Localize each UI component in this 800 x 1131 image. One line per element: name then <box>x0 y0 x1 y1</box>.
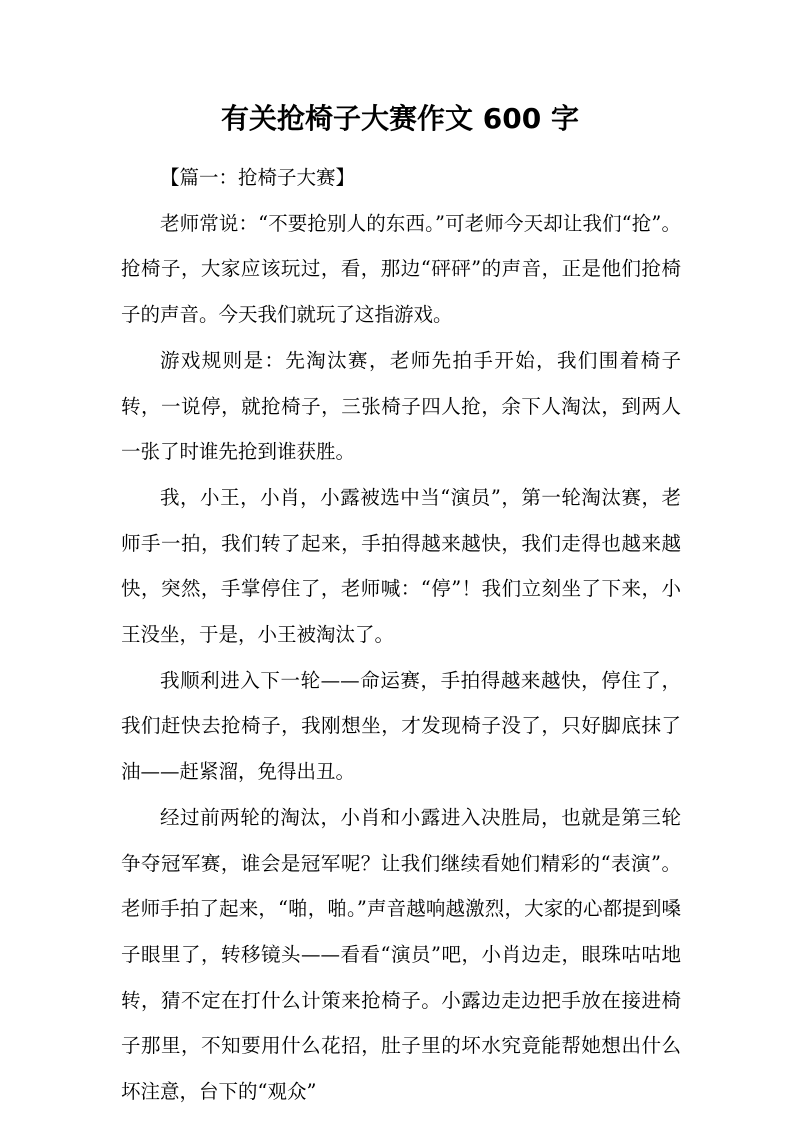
section-heading: 【篇一：抢椅子大赛】 <box>160 166 356 189</box>
paragraph: 我顺利进入下一轮——命运赛，手拍得越来越快，停住了，我们赶快去抢椅子，我刚想坐，才发现椅子没了，只好脚底抹了油——赶紧溜，免得出丑。 <box>121 668 681 784</box>
paragraph: 经过前两轮的淘汰，小肖和小露进入决胜局，也就是第三轮争夺冠军赛，谁会是冠军呢？让我们继续看她们精彩的“表演”。老师手拍了起来，“啪，啪。”声音越响越激烈，大家的心都提到嗓子眼里了，转移镜头——看看“演员”吧，小肖边走，眼珠咕咕地转，猜不定在打什么计策来抢椅子。小露边走边把手放在接进椅子那里，不知要用什么花招，肚子里的坏水究竟能帮她想出什么坏注意，台下的“观众” <box>121 805 681 1104</box>
paragraph: 游戏规则是：先淘汰赛，老师先拍手开始，我们围着椅子转，一说停，就抢椅子，三张椅子四人抢，余下人淘汰，到两人一张了时谁先抢到谁获胜。 <box>121 348 681 464</box>
paragraph: 我，小王，小肖，小露被选中当“演员”，第一轮淘汰赛，老师手一拍，我们转了起来，手拍得越来越快，我们走得也越来越快，突然，手掌停住了，老师喊：“停”！我们立刻坐了下来，小王没坐，于是，小王被淘汰了。 <box>121 485 681 647</box>
document-body <box>121 155 681 1115</box>
paragraph: 老师常说：“不要抢别人的东西。”可老师今天却让我们“抢”。抢椅子，大家应该玩过，看，那边“砰砰”的声音，正是他们抢椅子的声音。今天我们就玩了这指游戏。 <box>121 211 681 327</box>
document-title: 有关抢椅子大赛作文 600 字 <box>221 102 579 135</box>
